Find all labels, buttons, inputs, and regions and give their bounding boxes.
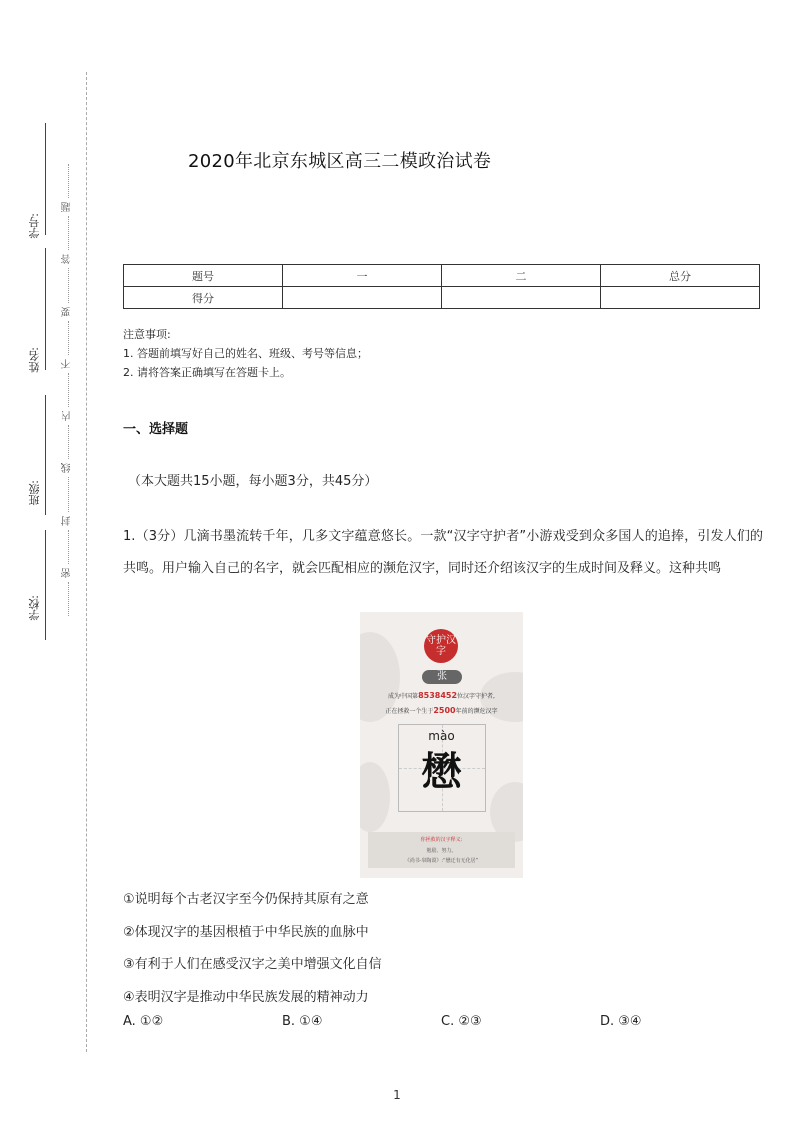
- definition-heading: 你拯救的汉字释义:: [420, 837, 463, 843]
- exam-title: 2020年北京东城区高三二模政治试卷: [188, 151, 492, 172]
- character-pinyin: mào: [428, 729, 455, 743]
- table-row: [124, 287, 760, 309]
- seal-char: 线: [62, 463, 73, 474]
- guardian-rank-text: [360, 691, 523, 700]
- notice-block: [123, 325, 368, 382]
- endangered-character: 懋: [421, 749, 462, 795]
- page-number: 1: [393, 1088, 401, 1102]
- table-header-cell: 一: [283, 265, 442, 287]
- seal-char: 内: [62, 411, 73, 422]
- game-screenshot-image: [360, 612, 523, 878]
- score-table: [123, 264, 760, 309]
- student-id-label: 学号:: [28, 213, 41, 239]
- score-cell[interactable]: [283, 287, 442, 309]
- notice-item: 2. 请将答案正确填写在答题卡上。: [123, 366, 291, 379]
- student-id-line: [45, 123, 46, 235]
- school-line: [45, 530, 46, 640]
- character-age-suffix: 年前的濒危汉字: [455, 708, 498, 715]
- class-label: 班级:: [28, 480, 41, 506]
- statement-item: ①说明每个古老汉字至今仍保持其原有之意: [123, 892, 369, 907]
- seal-char: 不: [62, 358, 73, 369]
- table-row-label: 得分: [124, 287, 283, 309]
- seal-line-text: [62, 160, 74, 620]
- guardian-rank-prefix: 成为中国第: [388, 693, 419, 700]
- seal-char: 封: [62, 515, 73, 526]
- answer-choices: [123, 1014, 763, 1029]
- choice-c[interactable]: C. ②③: [441, 1014, 482, 1029]
- seal-char: 答: [62, 254, 73, 265]
- name-label: 姓名:: [28, 347, 41, 373]
- seal-char: 题: [62, 202, 73, 213]
- name-line: [45, 248, 46, 370]
- table-header-cell: 二: [442, 265, 601, 287]
- section-note: （本大题共15小题，每小题3分，共45分）: [128, 474, 378, 489]
- character-age-prefix: 正在拯救一个生于: [385, 708, 434, 715]
- guardian-rank-suffix: 位汉字守护者,: [457, 693, 495, 700]
- statement-item: ②体现汉字的基因根植于中华民族的血脉中: [123, 924, 369, 940]
- score-cell[interactable]: [442, 287, 601, 309]
- table-header-cell: 题号: [124, 265, 283, 287]
- choice-a[interactable]: A. ①②: [123, 1014, 164, 1029]
- seal-char: 要: [62, 306, 73, 317]
- statement-item: ④表明汉字是推动中华民族发展的精神动力: [123, 989, 369, 1005]
- statement-list: [123, 884, 382, 1014]
- table-header-cell: 总分: [601, 265, 760, 287]
- table-row: [124, 265, 760, 287]
- user-name-badge: 张: [422, 670, 462, 684]
- seal-char: 密: [62, 567, 73, 578]
- definition-source: 《尚书·皋陶谟》:“懋迁有无化居”: [404, 858, 479, 864]
- choice-d[interactable]: D. ③④: [600, 1014, 642, 1029]
- school-label: 学校:: [28, 595, 41, 621]
- choice-b[interactable]: B. ①④: [282, 1014, 323, 1029]
- binding-dash-line: [86, 72, 87, 1052]
- notice-item: 1. 答题前填写好自己的姓名、班级、考号等信息；: [123, 347, 368, 360]
- question-text: 1.（3分）几滴书墨流转千年，几多文字蕴意悠长。一款“汉字守护者”小游戏受到众多国人的追捧，引发人们的共鸣。用户输入自己的名字，就会匹配相应的濒危汉字，同时还介绍该汉字的生成时间及释义。这种共鸣: [123, 529, 763, 576]
- character-age-text: [360, 706, 523, 715]
- definition-box: [368, 832, 515, 868]
- definition-meaning: 勉励、努力。: [426, 848, 457, 854]
- guardian-rank-number: 8538452: [418, 691, 458, 700]
- score-cell[interactable]: [601, 287, 760, 309]
- character-age-number: 2500: [433, 706, 456, 715]
- game-seal-logo: 守护汉字: [424, 629, 458, 663]
- statement-item: ③有利于人们在感受汉字之美中增强文化自信: [123, 957, 382, 972]
- notice-heading: 注意事项:: [123, 328, 171, 341]
- section-title: 一、选择题: [123, 422, 189, 437]
- class-line: [45, 395, 46, 515]
